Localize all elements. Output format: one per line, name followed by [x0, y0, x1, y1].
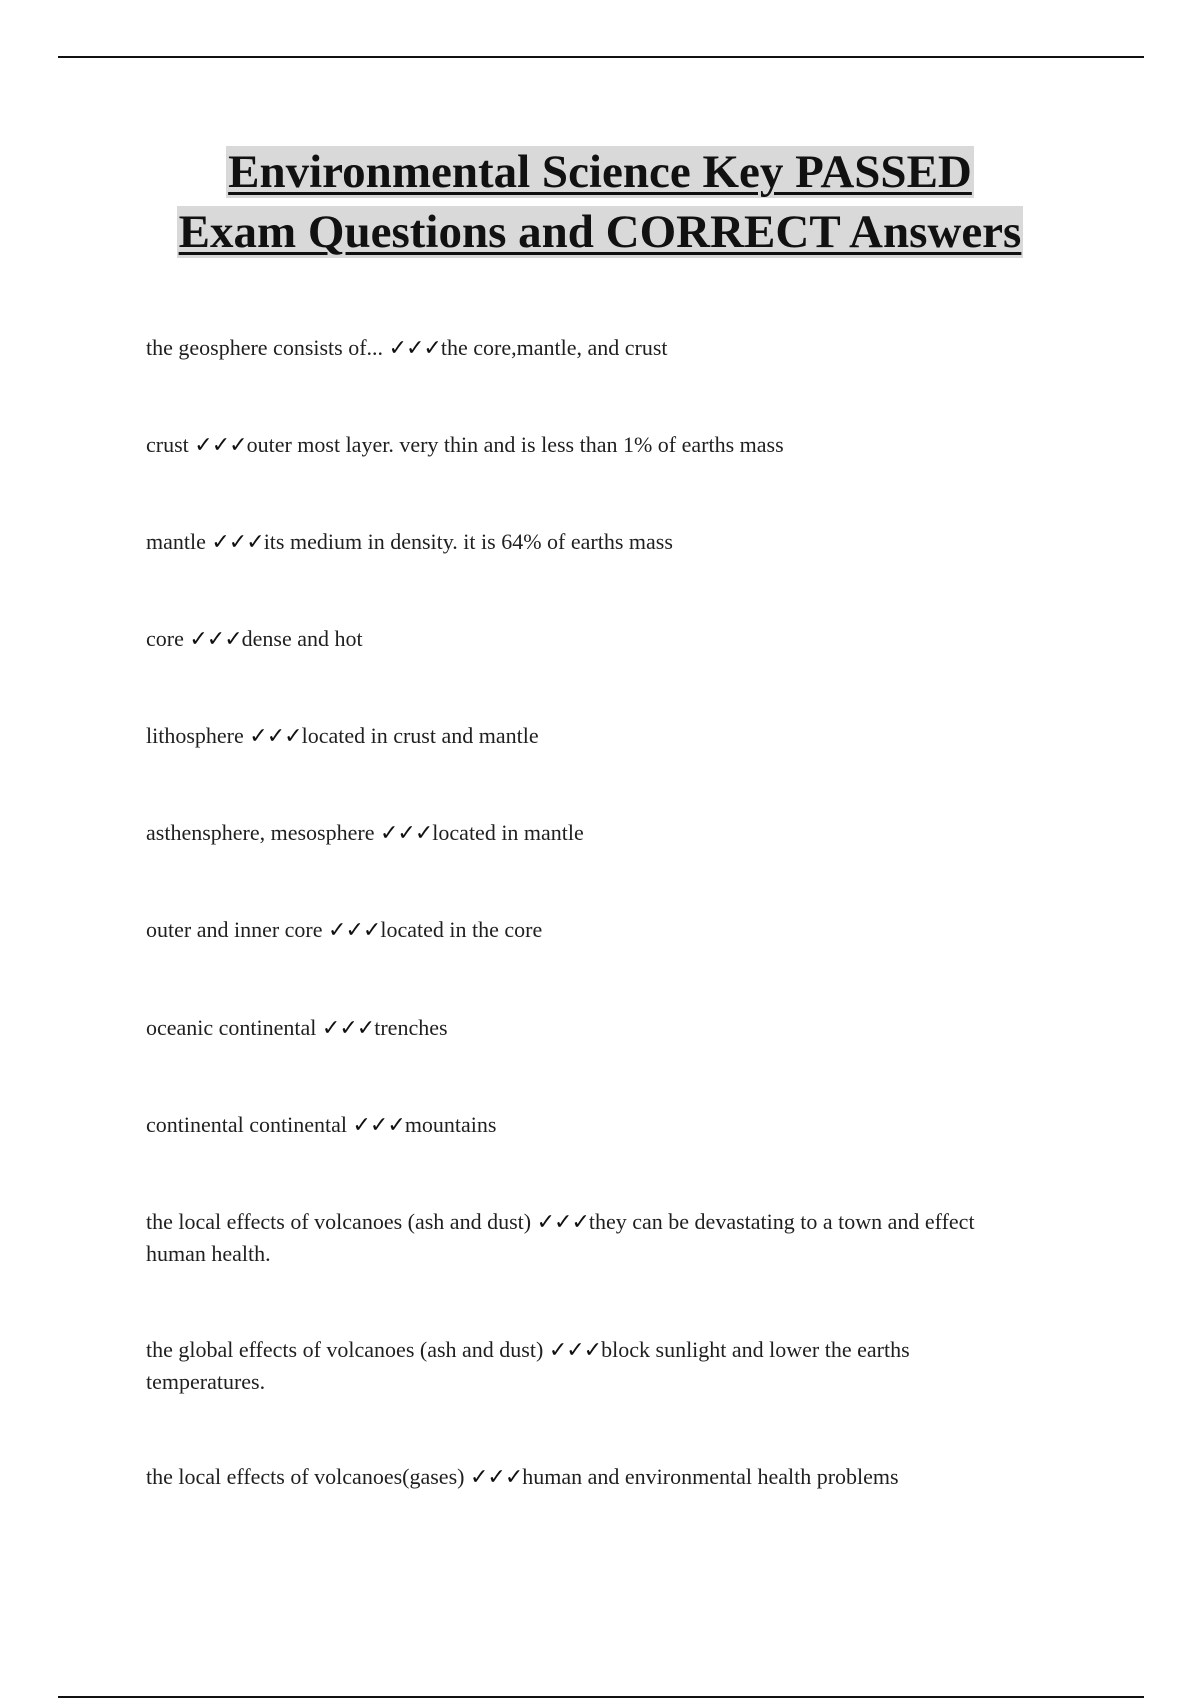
qa-item [146, 332, 1026, 364]
answer-text: located in crust and mantle [301, 723, 539, 748]
check-marks-icon: ✓✓✓ [211, 530, 264, 555]
answer-text: human and environmental health problems [522, 1464, 899, 1489]
title-line-2-text: Exam Questions and CORRECT Answers [178, 206, 1022, 258]
answer-text: located in the core [380, 917, 543, 942]
question-text: the global effects of volcanoes (ash and dust) [146, 1337, 549, 1362]
qa-item [146, 623, 1026, 655]
check-marks-icon: ✓✓✓ [352, 1113, 405, 1138]
question-text: outer and inner core [146, 917, 329, 942]
question-text: core [146, 626, 190, 651]
qa-item [146, 429, 1026, 461]
question-text: crust [146, 432, 195, 457]
check-marks-icon: ✓✓✓ [548, 1338, 602, 1363]
check-marks-icon: ✓✓✓ [379, 821, 433, 846]
title-line-1-text: Environmental Science Key PASSED [228, 146, 972, 198]
check-marks-icon: ✓✓✓ [328, 918, 381, 943]
qa-item [146, 914, 1026, 946]
question-text: oceanic continental [146, 1015, 322, 1040]
check-marks-icon: ✓✓✓ [249, 724, 302, 749]
question-text: continental continental [146, 1112, 353, 1137]
question-text: asthensphere, mesosphere [146, 820, 380, 845]
check-marks-icon: ✓✓✓ [189, 627, 242, 652]
check-marks-icon: ✓✓✓ [388, 336, 441, 361]
answer-text: the core,mantle, and crust [440, 335, 668, 360]
qa-item [146, 1012, 1026, 1044]
question-text: the geosphere consists of... [146, 335, 389, 360]
answer-text: trenches [374, 1015, 448, 1040]
answer-text: they can be devastating to a town and effect human health. [146, 1209, 975, 1266]
qa-item [146, 1206, 1026, 1269]
qa-item [146, 526, 1026, 558]
answer-text: mountains [404, 1112, 497, 1137]
bottom-rule [58, 1696, 1144, 1698]
check-marks-icon: ✓✓✓ [469, 1465, 523, 1490]
question-text: the local effects of volcanoes (ash and dust) [146, 1209, 537, 1234]
question-text: the local effects of volcanoes(gases) [146, 1464, 470, 1489]
qa-item [146, 1109, 1026, 1141]
qa-item [146, 720, 1026, 752]
qa-item [146, 1334, 1026, 1397]
qa-item [146, 1461, 1026, 1493]
question-text: lithosphere [146, 723, 250, 748]
answer-text: outer most layer. very thin and is less than 1% of earths mass [246, 432, 784, 457]
answer-text: its medium in density. it is 64% of earths mass [263, 529, 673, 554]
answer-text: block sunlight and lower the earths temperatures. [146, 1337, 910, 1394]
answer-text: located in mantle [432, 820, 584, 845]
answer-text: dense and hot [241, 626, 363, 651]
question-text: mantle [146, 529, 212, 554]
check-marks-icon: ✓✓✓ [194, 433, 247, 458]
qa-item [146, 817, 1026, 849]
check-marks-icon: ✓✓✓ [536, 1210, 589, 1235]
check-marks-icon: ✓✓✓ [321, 1016, 375, 1041]
